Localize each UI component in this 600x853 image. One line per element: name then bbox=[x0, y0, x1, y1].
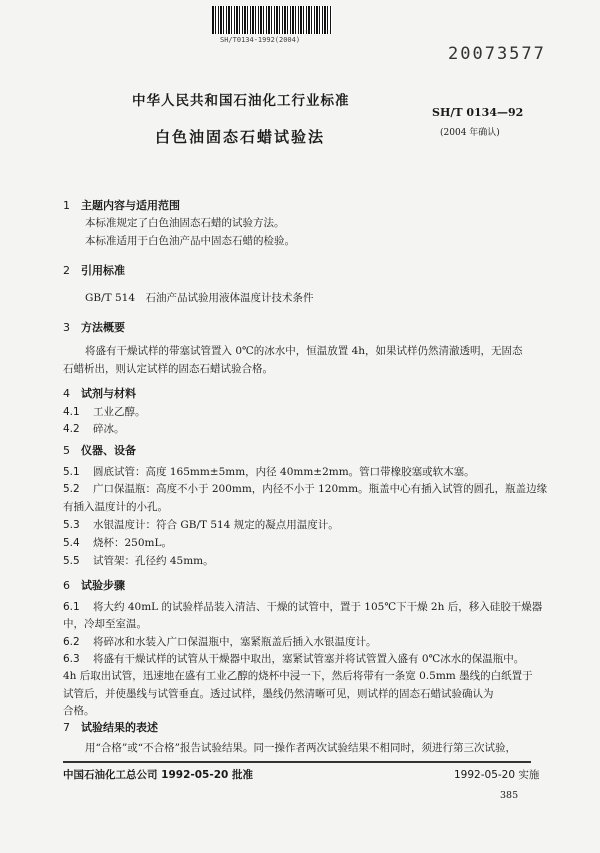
list-item: 5.5 试管架：孔径约 45mm。 bbox=[63, 555, 214, 567]
section-heading: 4 试剂与材料 bbox=[63, 387, 136, 400]
standard-code: SH/T 0134—92 bbox=[432, 106, 524, 119]
paragraph: 本标准规定了白色油固态石蜡的试验方法。 bbox=[85, 217, 285, 229]
list-item: 5.4 烧杯：250mL。 bbox=[63, 537, 172, 549]
barcode bbox=[212, 6, 332, 34]
section-heading: 6 试验步骤 bbox=[63, 579, 125, 592]
list-item-continued: 4h 后取出试管，迅速地在盛有工业乙醇的烧杯中浸一下，然后将带有一条宽 0.5mm 墨线的白纸置于 bbox=[63, 670, 533, 682]
paragraph: 本标准适用于白色油产品中固态石蜡的检验。 bbox=[85, 235, 295, 247]
section-heading: 5 仪器、设备 bbox=[63, 444, 136, 457]
paragraph: 石蜡析出，则认定试样的固态石蜡试验合格。 bbox=[63, 363, 273, 375]
section-heading: 3 方法概要 bbox=[63, 321, 125, 334]
list-item: 4.1 工业乙醇。 bbox=[63, 406, 146, 418]
list-item: 5.1 圆底试管：高度 165mm±5mm，内径 40mm±2mm。管口带橡胶塞或软木塞。 bbox=[63, 466, 475, 478]
list-item-continued: 中，冷却至室温。 bbox=[63, 618, 147, 630]
approval-info: 中国石油化工总公司 1992-05-20 批准 bbox=[63, 769, 253, 781]
list-item-continued: 有插入温度计的小孔。 bbox=[63, 501, 168, 513]
paragraph: 将盛有干燥试样的带塞试管置入 0℃的冰水中，恒温放置 4h，如果试样仍然清澈透明，无固态 bbox=[85, 345, 523, 357]
section-heading: 1 主题内容与适用范围 bbox=[63, 199, 180, 212]
confirmation-note: (2004 年确认) bbox=[440, 128, 500, 138]
footer-divider bbox=[63, 761, 531, 763]
list-item: 5.3 水银温度计：符合 GB/T 514 规定的凝点用温度计。 bbox=[63, 519, 339, 531]
section-heading: 2 引用标准 bbox=[63, 264, 125, 277]
barcode-text: SH/T0134-1992(2004) bbox=[220, 36, 301, 44]
list-item: 6.3 将盛有干燥试样的试管从干燥器中取出，塞紧试管塞并将试管置入盛有 0℃冰水的保温瓶中。 bbox=[63, 653, 525, 665]
document-number: 20073577 bbox=[448, 44, 546, 64]
issuing-standard-header: 中华人民共和国石油化工行业标准 bbox=[132, 93, 350, 109]
document-title: 白色油固态石蜡试验法 bbox=[155, 128, 326, 146]
list-item-continued: 合格。 bbox=[63, 705, 95, 717]
list-item: 6.1 将大约 40mL 的试验样品装入清洁、干燥的试管中，置于 105℃下干燥 2h 后，移入硅胶干燥器 bbox=[63, 601, 543, 613]
page-number: 385 bbox=[500, 790, 519, 801]
paragraph: GB/T 514 石油产品试验用液体温度计技术条件 bbox=[85, 292, 314, 304]
list-item: 6.2 将碎冰和水装入广口保温瓶中，塞紧瓶盖后插入水银温度计。 bbox=[63, 636, 377, 648]
effective-date: 1992-05-20 实施 bbox=[454, 769, 540, 781]
list-item: 5.2 广口保温瓶：高度不小于 200mm，内径不小于 120mm。瓶盖中心有插入试管的圆孔，瓶盖边缘 bbox=[63, 483, 548, 495]
list-item-continued: 试管后，并使墨线与试管垂直。透过试样，墨线仍然清晰可见，则试样的固态石蜡试验确认为 bbox=[63, 688, 494, 700]
section-heading: 7 试验结果的表述 bbox=[63, 721, 158, 734]
list-item: 4.2 碎冰。 bbox=[63, 423, 125, 435]
paragraph: 用“合格”或“不合格”报告试验结果。同一操作者两次试验结果不相同时，须进行第三次试验， bbox=[85, 742, 516, 754]
